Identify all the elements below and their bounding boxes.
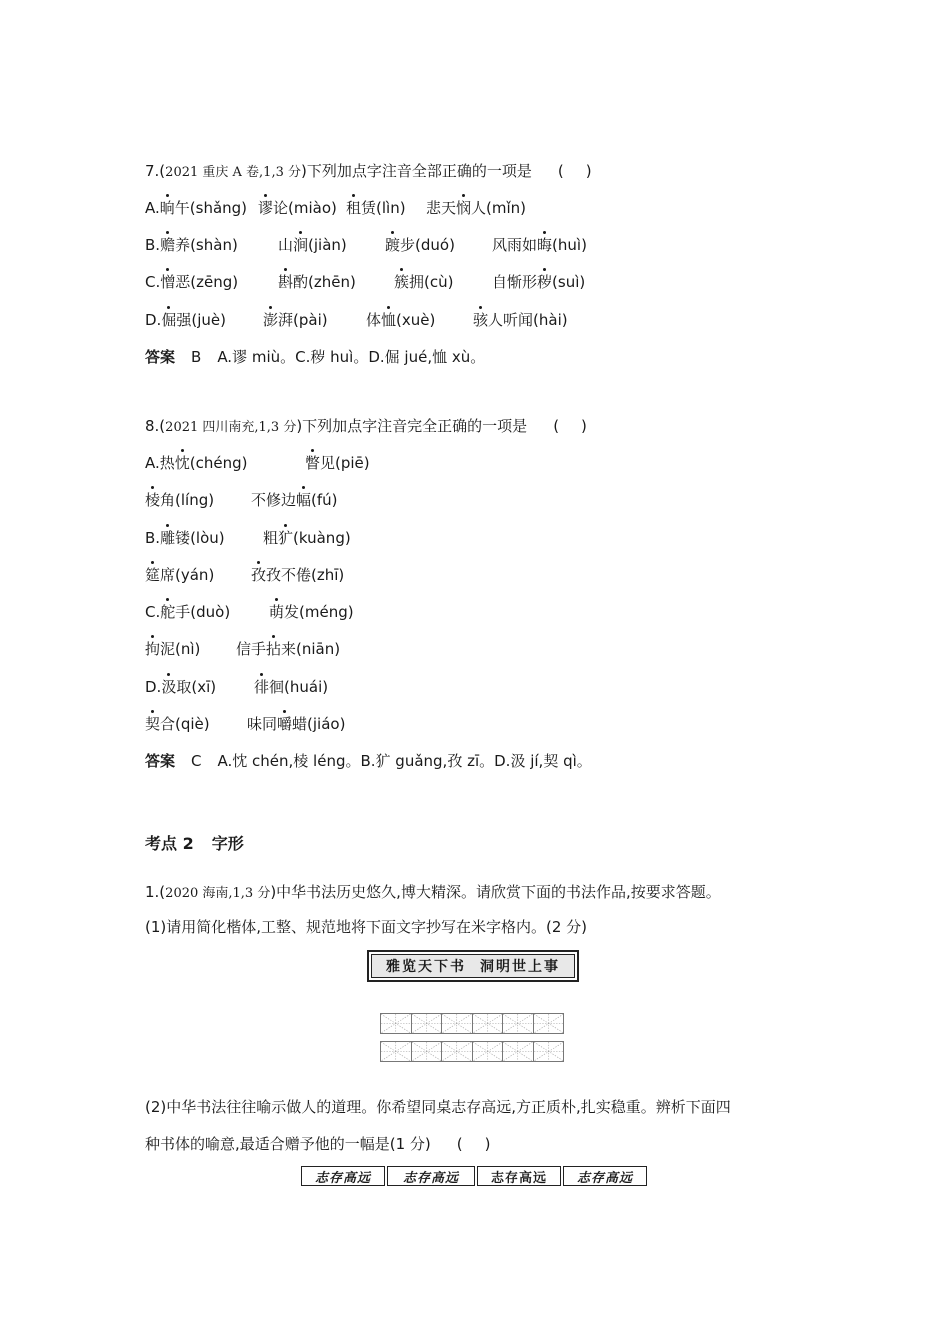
dotted-character: 孜	[251, 566, 267, 584]
question-1-part-2-line-2: 种书体的喻意,最适合赠予他的一幅是(1 分) ()	[145, 1135, 513, 1153]
calligraphy-option-2[interactable]: 志存高远	[387, 1166, 475, 1186]
option-item: D.倔强(juè)	[145, 311, 226, 329]
option-item: A.热忱(chéng)	[145, 454, 248, 472]
option-item: C.憎恶(zēng)	[145, 273, 239, 291]
answer-explanation: A.忱 chén,棱 léng。B.犷 guǎng,孜 zī。D.汲 jí,契 qì。	[217, 752, 592, 770]
section-title: 字形	[211, 834, 244, 853]
dotted-character: 萌	[269, 603, 285, 621]
option-item: 斟酌(zhēn)	[278, 273, 356, 291]
dotted-character: 犷	[278, 529, 294, 547]
option-item: 簇拥(cù)	[394, 273, 454, 291]
dotted-character: 晌	[159, 199, 175, 217]
question-8-stem: 8.(2021 四川南充,1,3 分)下列加点字注音完全正确的一项是 ()	[145, 417, 609, 435]
dotted-character: 棱	[145, 491, 161, 509]
dotted-character: 澎	[263, 311, 279, 329]
answer-explanation: A.谬 miù。C.秽 huì。D.倔 jué,恤 xù。	[217, 348, 486, 366]
mizi-grid-cell[interactable]	[502, 1013, 534, 1034]
banner-right-text: 洞明世上事	[480, 959, 560, 975]
dotted-character: 骇	[473, 311, 489, 329]
question-8-answer	[145, 751, 592, 771]
mizi-grid-cell[interactable]	[441, 1013, 473, 1034]
option-item: 信手拈来(niān)	[236, 640, 341, 658]
option-item: B.雕镂(lòu)	[145, 529, 225, 547]
dotted-character: 租	[346, 199, 362, 217]
mizi-grid-row-2	[380, 1041, 563, 1062]
dotted-character: 忱	[174, 454, 190, 472]
dotted-character: 瞥	[305, 454, 321, 472]
dotted-character: 悯	[456, 199, 472, 217]
mizi-grid-cell[interactable]	[472, 1041, 504, 1062]
dotted-character: 拘	[145, 640, 161, 658]
dotted-character: 谬	[258, 199, 274, 217]
mizi-grid-cell[interactable]	[533, 1013, 565, 1034]
dotted-character: 斟	[278, 273, 294, 291]
dotted-character: 幅	[296, 491, 312, 509]
option-item: 骇人听闻(hài)	[473, 311, 568, 329]
option-item: A.晌午(shǎng)	[145, 199, 248, 217]
option-item: 孜孜不倦(zhī)	[251, 566, 345, 584]
answer-letter: B	[191, 348, 202, 366]
question-source: 2021 四川南充,1,3 分	[165, 420, 297, 435]
option-item: 瞥见(piē)	[305, 454, 370, 472]
dotted-character: 秽	[537, 273, 553, 291]
mizi-grid-cell[interactable]	[411, 1041, 443, 1062]
dotted-character: 晦	[537, 236, 553, 254]
dotted-character: 拈	[266, 640, 282, 658]
option-item: 不修边幅(fú)	[251, 491, 338, 509]
dotted-character: 踱	[385, 236, 401, 254]
option-item: 体恤(xuè)	[366, 311, 436, 329]
dotted-character: 筵	[145, 566, 161, 584]
option-item: 租赁(lìn)	[346, 199, 406, 217]
mizi-grid-row-1	[380, 1013, 563, 1034]
dotted-character: 簇	[394, 273, 410, 291]
question-7-answer	[145, 347, 485, 367]
option-item: 澎湃(pài)	[263, 311, 328, 329]
option-item: 契合(qiè)	[145, 715, 210, 733]
dotted-character: 憎	[160, 273, 176, 291]
option-item: 山涧(jiàn)	[278, 236, 347, 254]
answer-label: 答案	[145, 348, 176, 366]
option-item: 棱角(líng)	[145, 491, 215, 509]
option-item: 味同嚼蜡(jiáo)	[247, 715, 346, 733]
question-1-stem: 1.(2020 海南,1,3 分)中华书法历史悠久,博大精深。请欣赏下面的书法作品,按要求答题。	[145, 883, 721, 901]
question-1-part-2-line-1: (2)中华书法往往喻示做人的道理。你希望同桌志存高远,方正质朴,扎实稳重。辨析下面四	[145, 1098, 731, 1116]
answer-label: 答案	[145, 752, 176, 770]
dotted-character: 赡	[160, 236, 176, 254]
dotted-character: 嚼	[277, 715, 293, 733]
mizi-grid-cell[interactable]	[380, 1041, 412, 1062]
option-item: 踱步(duó)	[385, 236, 455, 254]
mizi-grid-cell[interactable]	[441, 1041, 473, 1062]
section-heading	[145, 834, 244, 854]
option-item: C.舵手(duò)	[145, 603, 231, 621]
mizi-grid-cell[interactable]	[411, 1013, 443, 1034]
mizi-grid-cell[interactable]	[502, 1041, 534, 1062]
question-7-stem: 7.(2021 重庆 A 卷,1,3 分)下列加点字注音全部正确的一项是 ()	[145, 162, 614, 180]
dotted-character: 汲	[161, 678, 177, 696]
question-source: 2021 重庆 A 卷,1,3 分	[165, 165, 301, 180]
calligraphy-options	[301, 1166, 647, 1186]
section-number: 考点 2	[145, 834, 194, 853]
dotted-character: 倔	[161, 311, 177, 329]
answer-blank: ()	[557, 162, 614, 180]
option-item: B.赡养(shàn)	[145, 236, 238, 254]
answer-blank: ()	[553, 417, 609, 435]
question-1-part-1: (1)请用简化楷体,工整、规范地将下面文字抄写在米字格内。(2 分)	[145, 918, 588, 936]
option-item: 风雨如晦(huì)	[492, 236, 587, 254]
answer-letter: C	[191, 752, 202, 770]
answer-blank: ()	[456, 1135, 513, 1153]
calligraphy-option-3[interactable]: 志存高远	[477, 1166, 561, 1186]
option-item: 萌发(méng)	[269, 603, 354, 621]
dotted-character: 契	[145, 715, 161, 733]
dotted-character: 徘	[254, 678, 270, 696]
dotted-character: 恤	[381, 311, 397, 329]
option-item: 筵席(yán)	[145, 566, 215, 584]
option-item: 徘徊(huái)	[254, 678, 329, 696]
banner-left-text: 雅览天下书	[386, 959, 466, 975]
option-item: 粗犷(kuàng)	[263, 529, 351, 547]
calligraphy-banner	[367, 950, 579, 982]
calligraphy-option-1[interactable]: 志存高远	[301, 1166, 385, 1186]
option-item: D.汲取(xī)	[145, 678, 217, 696]
option-item: 谬论(miào)	[258, 199, 337, 217]
dotted-character: 涧	[293, 236, 309, 254]
option-item: 拘泥(nì)	[145, 640, 201, 658]
calligraphy-option-4[interactable]: 志存高远	[563, 1166, 647, 1186]
mizi-grid-cell[interactable]	[472, 1013, 504, 1034]
mizi-grid-cell[interactable]	[533, 1041, 565, 1062]
option-item: 自惭形秽(suì)	[492, 273, 586, 291]
dotted-character: 雕	[160, 529, 176, 547]
option-item: 悲天悯人(mǐn)	[426, 199, 527, 217]
dotted-character: 舵	[160, 603, 176, 621]
mizi-grid-cell[interactable]	[380, 1013, 412, 1034]
question-source: 2020 海南,1,3 分	[165, 886, 271, 901]
